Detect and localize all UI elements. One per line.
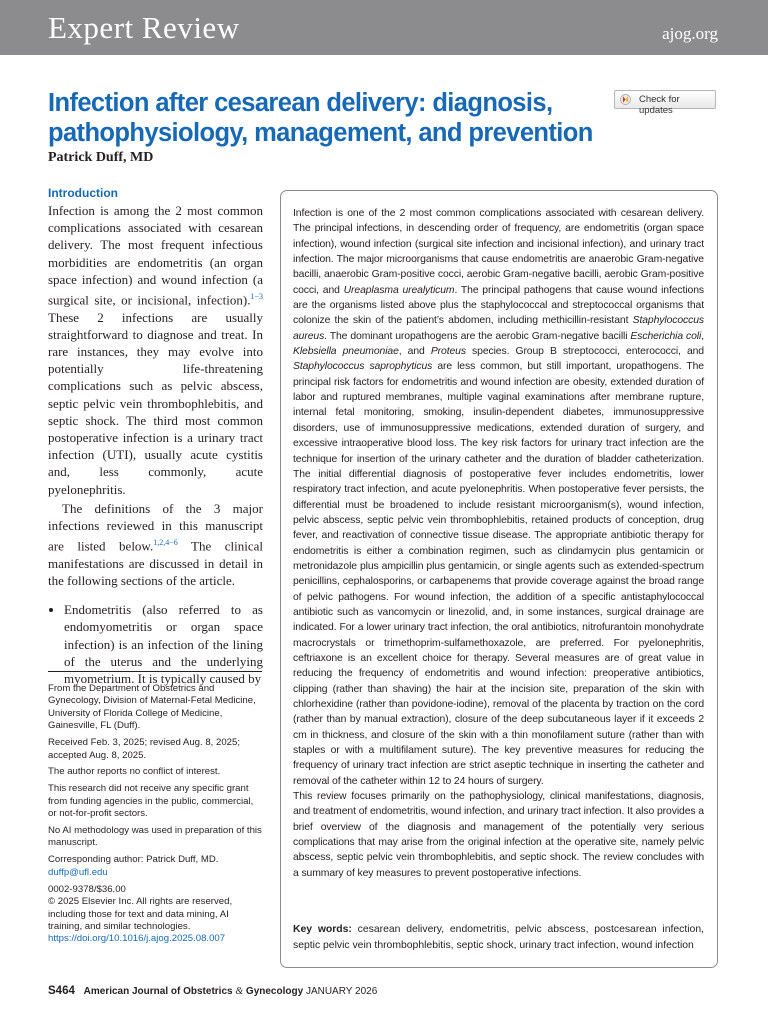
- definitions-list: [48, 601, 263, 687]
- funding-statement: This research did not receive any specific grant from funding agencies in the public, commercial, or not-for-profit sectors.: [48, 783, 254, 820]
- issue-date: JANUARY 2026: [305, 986, 378, 997]
- introduction-body: [48, 202, 263, 687]
- check-for-updates-label: Check for updates: [639, 94, 680, 116]
- intro-paragraph-1: Infection is among the 2 most common complications associated with cesarean delivery. The most frequent infectious morbidities are endometritis (an organ space infection) and wound infection (a surgical site, or incisional, infection).$^{1-3}$ These 2 infections are usually straightforward to diagnose and treat. In rare instances, they may evolve into potentially life-threatening complications such as pelvic abscess, septic pelvic vein thrombophlebitis, and septic shock. The third most common postoperative infection is a urinary tract infection (UTI), usually acute cystitis and, less commonly, acute pyelonephritis.: [48, 203, 263, 497]
- abstract-paragraph-2: This review focuses primarily on the pathophysiology, clinical manifestations, diagnosis, and treatment of endometritis, wound infection, and urinary tract infection. It also provides a brief overview of the diagnosis and management of the potentially very serious complications that may arise from the original infection at the operative site, namely pelvic abscess, septic pelvic vein thrombophlebitis, and septic shock. The review concludes with a summary of key measures to prevent postoperative infections.: [293, 791, 704, 879]
- keywords-text: cesarean delivery, endometritis, pelvic abscess, postcesarean infection, septic pelvic vein thrombophlebitis, septic shock, urinary tract infection, wound infection: [293, 924, 704, 951]
- intro-paragraph-2: The definitions of the 3 major infections reviewed in this manuscript are listed below.$^{1,2,4-6}$ The clinical manifestations are discussed in detail in the following sections of the article.: [48, 500, 263, 588]
- page-number: S464: [48, 985, 75, 997]
- crossmark-icon: [620, 94, 631, 105]
- section-label: Expert Review: [48, 10, 240, 45]
- article-footnotes: [48, 683, 264, 950]
- journal-name: American Journal of Obstetrics & Gynecology: [83, 986, 304, 997]
- doi-link[interactable]: https://doi.org/10.1016/j.ajog.2025.08.007: [48, 933, 226, 945]
- received-dates: Received Feb. 3, 2025; revised Aug. 8, 2025; accepted Aug. 8, 2025.: [48, 737, 241, 761]
- email-link[interactable]: duffp@ufl.edu: [48, 866, 108, 878]
- check-for-updates-button[interactable]: [614, 90, 716, 116]
- footnote-divider: [48, 671, 262, 672]
- reference-link[interactable]: 1−3: [250, 292, 263, 302]
- list-item-endometritis: • Endometritis (also referred to as endomyometritis or organ space infection) is an infection of the lining of the uterus and the underlying myometrium. It is typically caused by: [64, 601, 263, 687]
- keywords: [293, 922, 704, 953]
- ai-statement: No AI methodology was used in preparation of this manuscript.: [48, 825, 262, 849]
- author-name: Patrick Duff, MD: [48, 150, 154, 165]
- section-banner: [0, 0, 768, 55]
- reference-link[interactable]: 1,2,4−6: [153, 538, 178, 548]
- article-title: Infection after cesarean delivery: diagnosis, pathophysiology, management, and prevention: [48, 89, 593, 147]
- introduction-heading: Introduction: [48, 186, 118, 200]
- copyright-block: 0002-9378/$36.00 © 2025 Elsevier Inc. All rights are reserved, including those for text and data mining, AI training, and similar technologies. https://doi.org/10.1016/j.ajog.2025.08.007: [48, 883, 233, 945]
- keywords-label: Key words:: [293, 924, 352, 935]
- conflict-statement: The author reports no conflict of interest.: [48, 766, 221, 778]
- corresponding-author: Corresponding author: Patrick Duff, MD. duffp@ufl.edu: [48, 854, 219, 878]
- abstract-paragraph-1: Infection is one of the 2 most common complications associated with cesarean delivery. The principal infections, in descending order of frequency, are endometritis (organ space infection), wound infection (surgical site infection and incisional infection), and urinary tract infection. The major microorganisms that cause endometritis are anaerobic Gram-negative bacilli, anaerobic Gram-positive cocci, aerobic Gram-negative bacilli, aerobic Gram-positive cocci, and Ureaplasma urealyticum. The principal pathogens that cause wound infections are the organisms listed above plus the staphylococcal and streptococcal organisms that colonize the skin of the patient’s abdomen, including methicillin-resistant Staphylococcus aureus. The dominant uropathogens are the aerobic Gram-negative bacilli Escherichia coli, Klebsiella pneumoniae, and Proteus species. Group B streptococci, enterococci, and Staphylococcus saprophyticus are less common, but still important, uropathogens. The principal risk factors for endometritis and wound infection are obesity, extended duration of labor and ruptured membranes, multiple vaginal examinations after membrane rupture, internal fetal monitoring, smoking, insulin-dependent diabetes, immunosuppressive disorders, use of immunosuppressive medications, extended duration of surgery, and excessive intraoperative blood loss. The key risk factors for urinary tract infection are the technique for insertion of the urinary catheter and the duration of bladder catheterization. The initial differential diagnosis of postoperative fever includes endometritis, lower respiratory tract infection, and acute pyelonephritis. When postoperative fever persists, the differential must be broadened to include resistant microorganism(s), wound infection, pelvic abscess, septic pelvic vein thrombophlebitis, retained products of conception, drug fever, and reactivation of connective tissue disease. The appropriate antibiotic therapy for endometritis is either a combination regimen, such as clindamycin plus gentamicin or metronidazole plus ampicillin plus gentamicin, or single agents such as extended-spectrum penicillins, cephalosporins, or carbapenems that provide coverage against the broad range of pelvic pathogens. For wound infection, the addition of a specific antistaphylococcal antibiotic such as vancomycin or linezolid, and, in some instances, surgical drainage are indicated. For a lower urinary tract infection, the oral antibiotics, nitrofurantoin monohydrate macrocrystals or trimethoprim-sulfamethoxazole, are preferred. For pyelonephritis, ceftriaxone is an excellent choice for therapy. Several measures are of great value in reducing the frequency of endometritis and wound infection: preoperative antibiotics, clipping (rather than shaving) the hair at the incision site, preparation of the skin with chlorhexidine (rather than povidone-iodine), removal of the placenta by traction on the cord (rather than by manual extraction), closure of the deep subcutaneous layer if it exceeds 2 cm in thickness, and closure of the skin with a thin monofilament suture (rather than with staples or with a multifilament suture). The key preventive measures for reducing the frequency of urinary tract infection are strict aseptic technique in inserting the catheter and removal of the catheter within 12 to 24 hours of surgery.: [293, 208, 704, 787]
- abstract-text: [293, 206, 704, 881]
- affiliation: From the Department of Obstetrics and Gynecology, Division of Maternal-Fetal Medicine, University of Florida College of Medicine, Gainesville, FL (Duff).: [48, 683, 256, 732]
- journal-site-link[interactable]: ajog.org: [662, 24, 718, 43]
- page-footer: [48, 985, 377, 997]
